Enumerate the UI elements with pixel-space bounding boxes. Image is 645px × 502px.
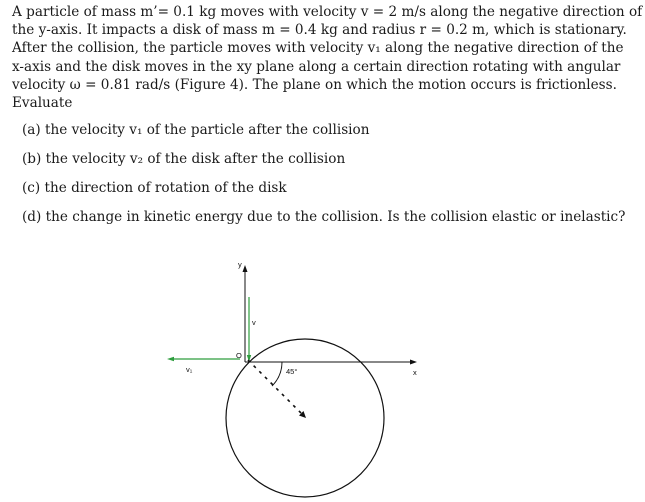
x-axis-label: x xyxy=(413,368,417,377)
origin-label: O xyxy=(236,351,242,360)
y-axis-label: y xyxy=(238,260,242,269)
statement-line: velocity ω = 0.81 rad/s (Figure 4). The plane on which the motion occurs is frictionless. xyxy=(12,76,617,93)
disk xyxy=(226,339,384,497)
velocity-v1-arrowhead xyxy=(167,357,174,361)
statement-line: Evaluate xyxy=(12,95,73,112)
question-part-a: (a) the velocity v₁ of the particle after the collision xyxy=(22,122,370,138)
velocity-v1-label: v₁ xyxy=(186,365,193,374)
question-part-d: (d) the change in kinetic energy due to the collision. Is the collision elastic or inelastic? xyxy=(22,209,626,225)
statement-line: After the collision, the particle moves with velocity v₁ along the negative direction of the xyxy=(12,40,624,57)
angle-label: 45° xyxy=(286,367,298,376)
y-axis-arrowhead xyxy=(243,265,248,272)
statement-line: A particle of mass m’= 0.1 kg moves with velocity v = 2 m/s along the negative direction of xyxy=(12,4,643,20)
question-part-b: (b) the velocity v₂ of the disk after the collision xyxy=(22,151,346,167)
velocity-v-label: v xyxy=(252,318,256,327)
angle-arc xyxy=(272,362,282,386)
question-part-c: (c) the direction of rotation of the disk xyxy=(22,180,287,196)
x-axis-arrowhead xyxy=(410,360,417,365)
statement-line: the y-axis. It impacts a disk of mass m = 0.4 kg and radius r = 0.2 m, which is stationary. xyxy=(12,22,627,39)
statement-line: x-axis and the disk moves in the xy plane along a certain direction rotating with angular xyxy=(12,58,621,75)
